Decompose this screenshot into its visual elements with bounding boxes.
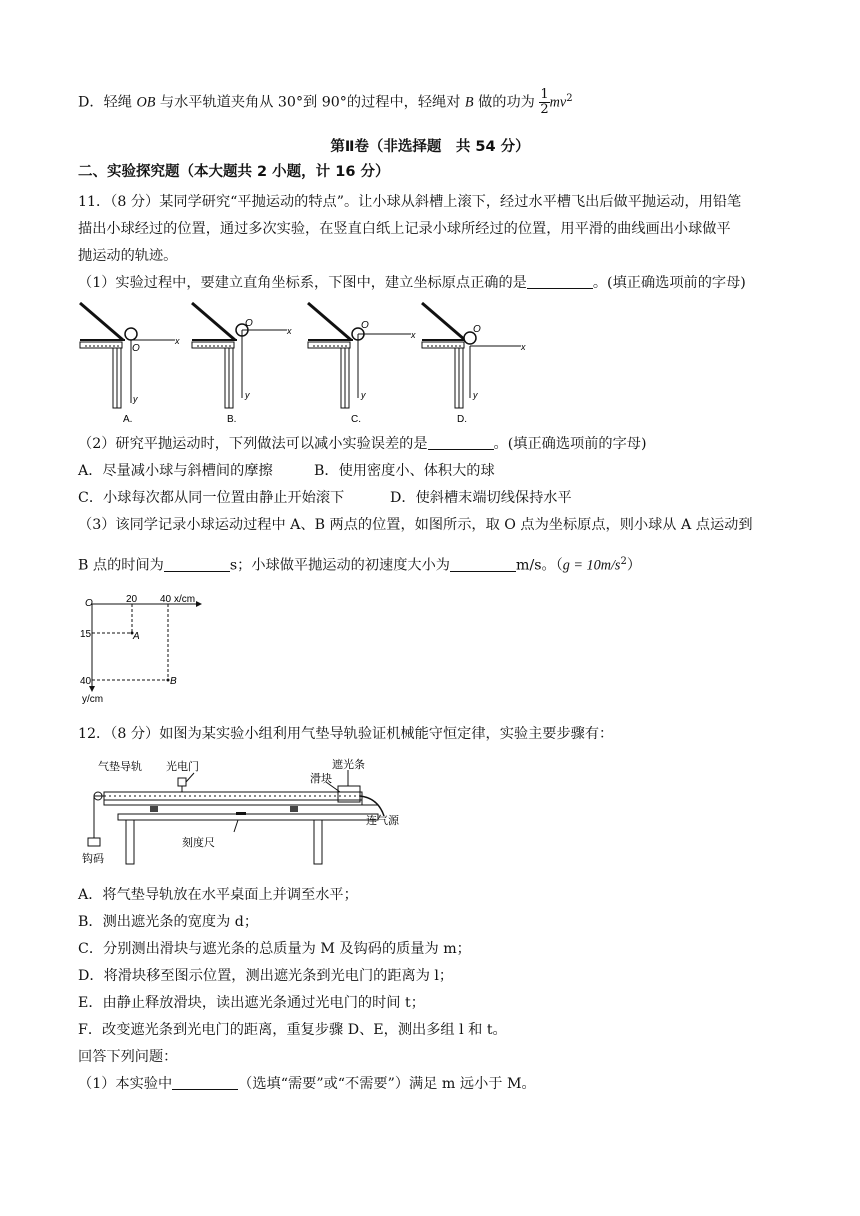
q12-step-b: B．测出遮光条的宽度为 d； (78, 914, 259, 930)
q11-line2: 描出小球经过的位置，通过多次实验，在竖直白纸上记录小球所经过的位置，用平滑的曲线画出小球做平 (78, 221, 731, 237)
svg-text:40: 40 (80, 676, 92, 687)
svg-text:B.: B. (227, 414, 237, 425)
q11-line3: 抛运动的轨迹。 (78, 248, 178, 264)
svg-text:x: x (175, 336, 180, 346)
q12-step-f: F．改变遮光条到光电门的距离，重复步骤 D、E，测出多组 l 和 t。 (78, 1022, 507, 1038)
q12-step-a: A．将气垫导轨放在水平桌面上并调至水平； (78, 887, 358, 903)
q11-coordinate-graph (76, 592, 206, 704)
answer-blank[interactable] (428, 435, 494, 450)
svg-text:y: y (133, 394, 138, 404)
q12-air-track-apparatus (78, 756, 418, 868)
q12-answer-prompt: 回答下列问题： (78, 1049, 178, 1065)
section-title: 二、实验探究题（本大题共 2 小题，计 16 分） (78, 164, 390, 180)
q12-step-e: E．由静止释放滑块，读出遮光条通过光电门的时间 t； (78, 995, 425, 1011)
figure-a (80, 303, 180, 425)
answer-blank[interactable] (164, 557, 230, 572)
svg-text:y/cm: y/cm (82, 694, 104, 704)
fraction-one-half: $\frac{1}{2}$ (540, 87, 549, 117)
svg-text:遮光条: 遮光条 (332, 759, 365, 771)
answer-blank[interactable] (172, 1075, 238, 1090)
answer-blank[interactable] (527, 274, 593, 289)
svg-text:光电门: 光电门 (166, 761, 199, 773)
svg-text:O: O (245, 318, 253, 329)
svg-text:x: x (521, 342, 526, 352)
q11-option-c: C．小球每次都从同一位置由静止开始滚下 (78, 490, 345, 506)
point-b: B (170, 676, 177, 687)
svg-text:20: 20 (126, 594, 138, 605)
svg-text:40: 40 (160, 594, 172, 605)
q11-option-a: A．尽量减小球与斜槽间的摩擦 (78, 463, 273, 479)
svg-text:x: x (411, 330, 416, 340)
q11-sub1: （1）实验过程中，要建立直角坐标系，下图中，建立坐标原点正确的是 。(填正确选项前的字母) (78, 275, 746, 291)
svg-text:O: O (473, 324, 481, 335)
svg-text:x/cm: x/cm (174, 594, 196, 605)
svg-text:气垫导轨: 气垫导轨 (98, 761, 142, 773)
svg-text:刻度尺: 刻度尺 (182, 837, 215, 849)
q11-origin-figures (75, 298, 535, 428)
svg-text:O: O (85, 598, 93, 609)
q12-line1: 12．（8 分）如图为某实验小组利用气垫导轨验证机械能守恒定律，实验主要步骤有： (78, 726, 614, 742)
q11-option-d: D．使斜槽末端切线保持水平 (390, 490, 572, 506)
svg-text:y: y (473, 390, 478, 400)
svg-text:y: y (361, 390, 366, 400)
svg-text:A.: A. (123, 414, 133, 425)
svg-text:钩码: 钩码 (82, 853, 104, 865)
svg-text:C.: C. (351, 414, 361, 425)
q10-option-d: D．轻绳 OB 与水平轨道夹角从 30°到 90°的过程中，轻绳对 B 做的功为 $\frac{1}{2}$ $mv^2$ (78, 87, 573, 117)
figure-c (308, 303, 416, 425)
svg-text:连气源: 连气源 (366, 815, 399, 827)
svg-text:D.: D. (457, 414, 467, 425)
q11-line1: 11．（8 分）某同学研究“平抛运动的特点”。让小球从斜槽上滚下，经过水平槽飞出后做平抛运动，用铅笔 (78, 194, 742, 210)
figure-d (422, 303, 526, 425)
point-a: A (133, 631, 140, 642)
svg-text:O: O (361, 320, 369, 331)
q11-sub2: （2）研究平抛运动时，下列做法可以减小实验误差的是 。(填正确选项前的字母) (78, 436, 647, 452)
q11-option-b: B．使用密度小、体积大的球 (314, 463, 495, 479)
svg-text:x: x (287, 326, 292, 336)
q12-step-d: D．将滑块移至图示位置，测出遮光条到光电门的距离为 l； (78, 968, 454, 984)
q12-step-c: C．分别测出滑块与遮光条的总质量为 M 及钩码的质量为 m； (78, 941, 471, 957)
svg-text:滑块: 滑块 (310, 773, 332, 785)
part2-title: 第Ⅱ卷（非选择题 共 54 分） (330, 139, 530, 155)
origin-label: O (132, 343, 140, 354)
q11-sub3-line1: （3）该同学记录小球运动过程中 A、B 两点的位置，如图所示，取 O 点为坐标原点，则小球从 A 点运动到 (78, 517, 753, 533)
figure-b (192, 303, 292, 425)
q11-sub3-line2: B 点的时间为 s；小球做平抛运动的初速度大小为 m/s。$(g = 10m/s^2)$ (78, 556, 642, 574)
svg-text:y: y (245, 390, 250, 400)
answer-blank[interactable] (450, 557, 516, 572)
svg-text:15: 15 (80, 629, 92, 640)
q12-sub1: （1）本实验中 （选填“需要”或“不需要”）满足 m 远小于 M。 (78, 1076, 536, 1092)
